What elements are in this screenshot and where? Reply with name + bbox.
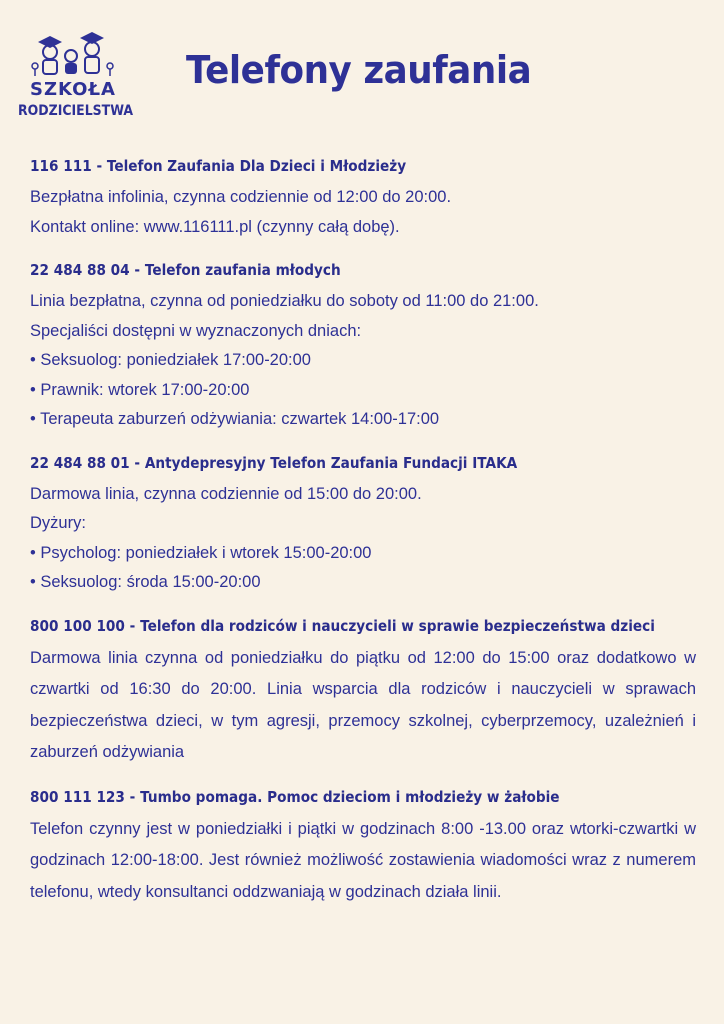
hotline-line: Kontakt online: www.116111.pl (czynny całą dobę). [30,217,400,236]
hotline-line: Darmowa linia, czynna codziennie od 15:00 do 20:00. [30,484,422,503]
children-graduation-icon [30,30,116,80]
hotline-bullet: • Prawnik: wtorek 17:00-20:00 [30,380,250,399]
hotline-bullet: • Psycholog: poniedziałek i wtorek 15:00-20:00 [30,543,372,562]
hotline-section [30,259,696,435]
hotline-heading: 22 484 88 01 - Antydepresyjny Telefon Zaufania Fundacji ITAKA [30,453,518,472]
hotline-section [30,786,696,909]
page-title: Telefony zaufania [186,48,532,92]
logo [18,30,134,125]
hotline-section [30,155,696,242]
hotline-line: Dyżury: [30,514,86,532]
hotline-heading: 800 111 123 - Tumbo pomaga. Pomoc dzieciom i młodzieży w żałobie [30,787,560,806]
hotline-line: Bezpłatna infolinia, czynna codziennie od 12:00 do 20:00. [30,188,452,206]
hotline-line: Specjaliści dostępni w wyznaczonych dniach: [30,321,362,340]
hotline-list [30,155,696,925]
hotline-description: Darmowa linia czynna od poniedziałku do piątku od 12:00 do 15:00 oraz dodatkowo w czwartki od 16:30 do 20:00. Linia wsparcia dla rodziców i nauczycieli w sprawach bezpieczeństwa dzieci, w tym agresji, przemocy szkolnej, cyberprzemocy, uzależnień i zaburzeń odżywiania [30,648,696,761]
hotline-bullet: • Seksuolog: środa 15:00-20:00 [30,573,261,591]
logo-text-line1: SZKOŁA [30,79,116,100]
hotline-description: Telefon czynny jest w poniedziałki i piątki w godzinach 8:00 -13.00 oraz wtorki-czwartki w godzinach 12:00-18:00. Jest również możliwość zostawienia wiadomości wraz z numerem telefonu, wtedy konsultanci oddzwaniają w godzinach działa linii. [30,819,696,901]
hotline-bullet: • Terapeuta zaburzeń odżywiania: czwartek 14:00-17:00 [30,410,440,428]
hotline-section [30,452,696,598]
hotline-heading: 116 111 - Telefon Zaufania Dla Dzieci i Młodzieży [30,157,407,175]
logo-text-line2: RODZICIELSTWA [18,101,134,119]
hotline-line: Linia bezpłatna, czynna od poniedziałku do soboty od 11:00 do 21:00. [30,292,539,310]
hotline-section [30,615,696,769]
hotline-bullet: • Seksuolog: poniedziałek 17:00-20:00 [30,351,311,369]
hotline-heading: 22 484 88 04 - Telefon zaufania młodych [30,261,341,279]
hotline-heading: 800 100 100 - Telefon dla rodziców i nauczycieli w sprawie bezpieczeństwa dzieci [30,616,655,635]
